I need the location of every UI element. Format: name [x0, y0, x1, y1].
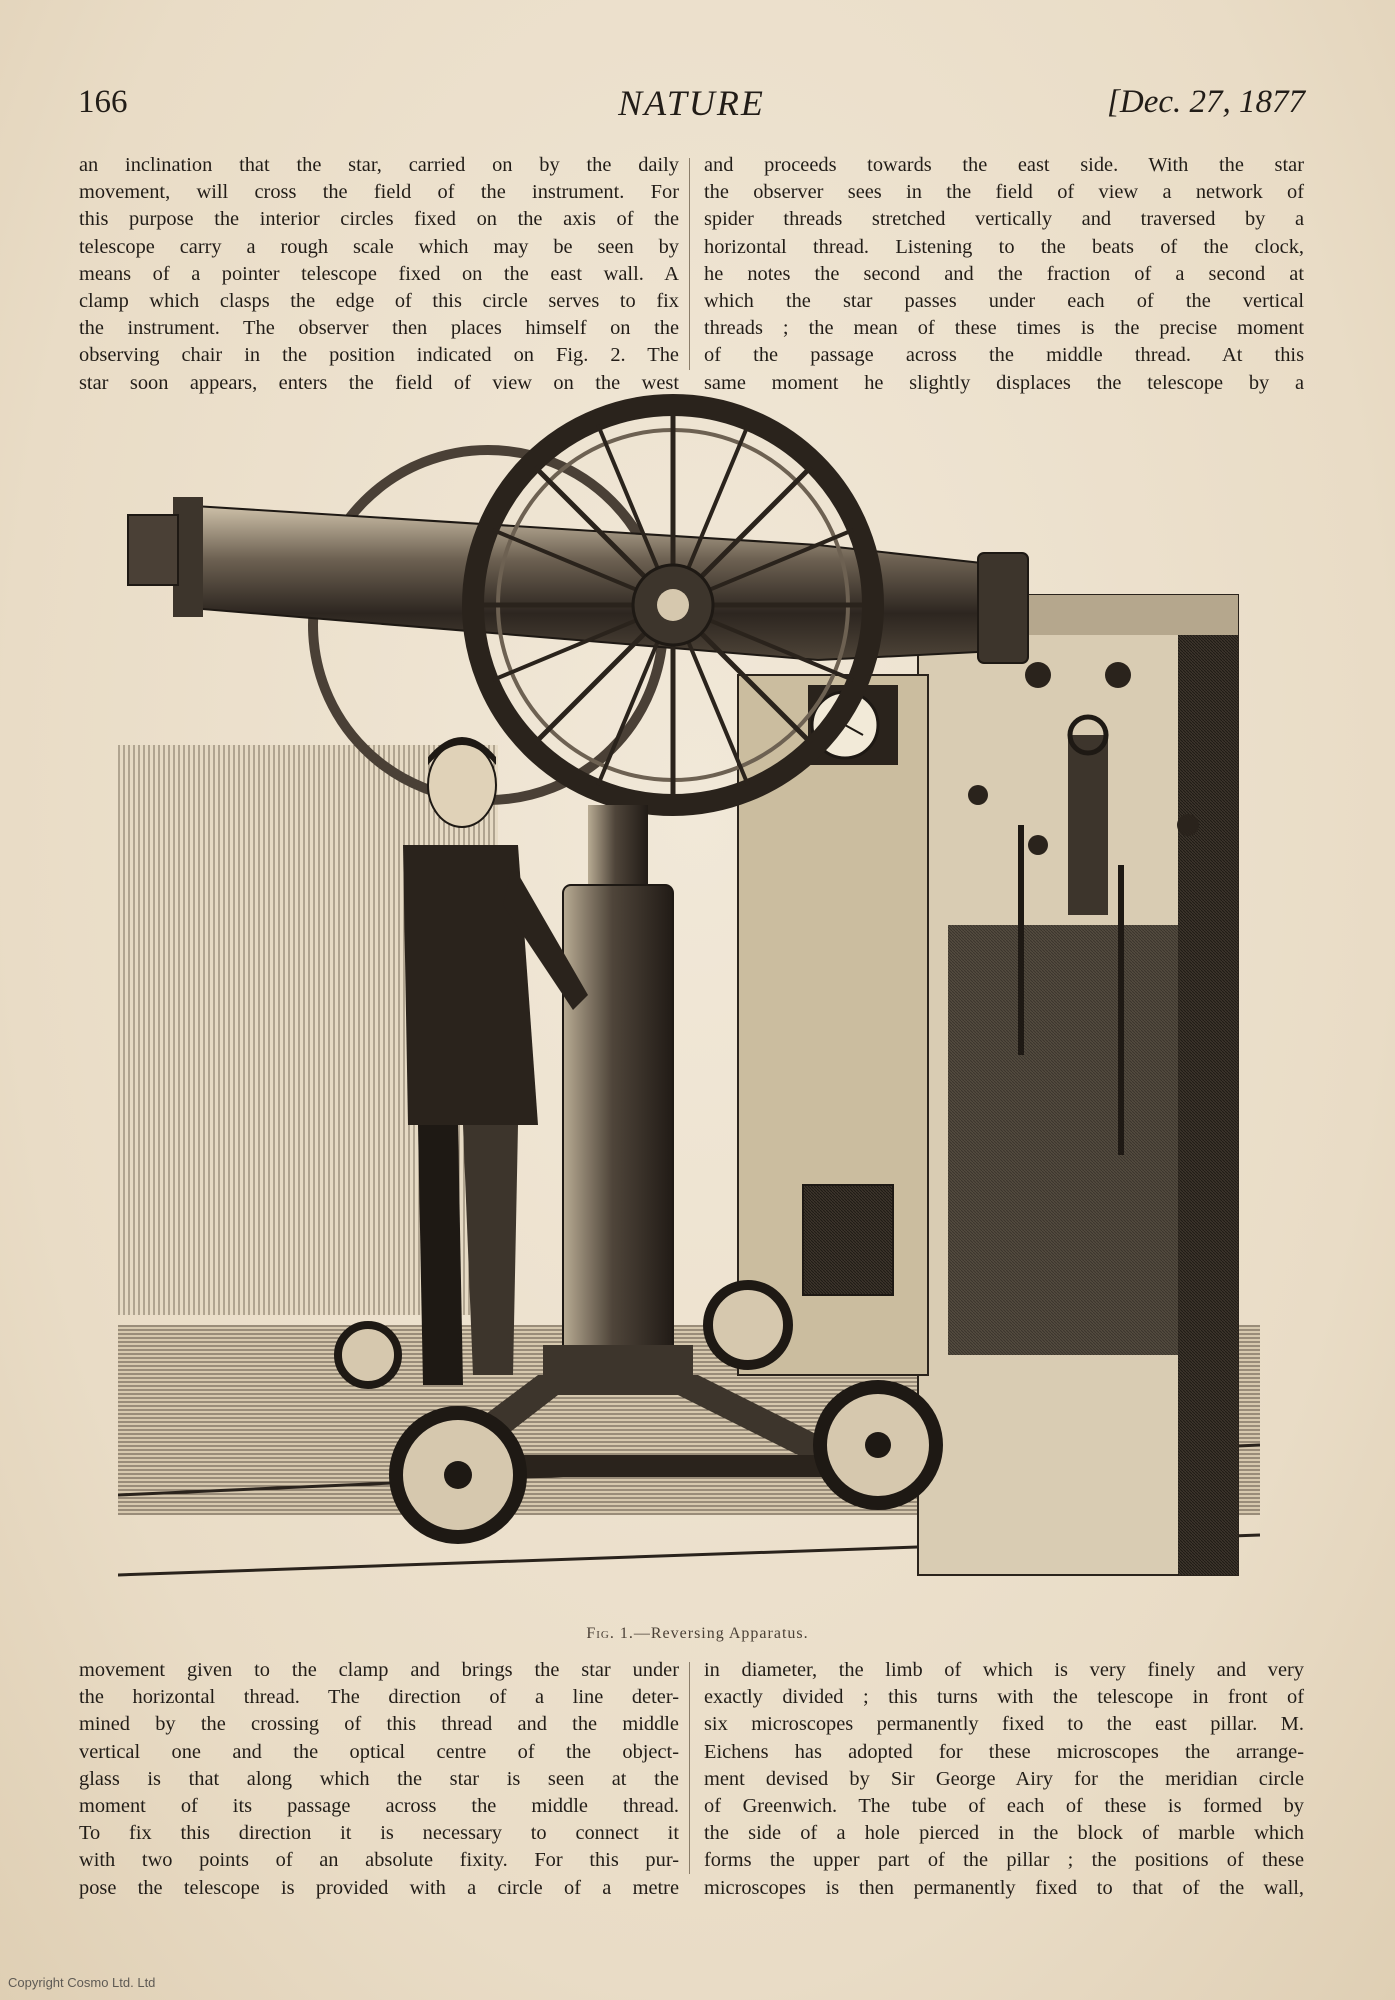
text-line: spider threads stretched vertically and traversed by a — [704, 208, 1304, 231]
text-line: the side of a hole pierced in the block of marble which — [704, 1822, 1304, 1845]
text-line: ment devised by Sir George Airy for the meridian circle — [704, 1767, 1304, 1790]
column-rule-bottom — [689, 1662, 690, 1874]
text-line: movement, will cross the field of the instrument. For — [79, 181, 679, 204]
copyright-watermark: Copyright Cosmo Ltd. Ltd — [8, 1975, 156, 1990]
text-line: forms the upper part of the pillar ; the positions of these — [704, 1849, 1304, 1872]
running-head — [78, 78, 1305, 134]
caption-text: —Reversing Apparatus. — [633, 1625, 809, 1642]
text-column-bottom-left — [79, 1657, 679, 1902]
text-line: pose the telescope is provided with a circle of a metre — [79, 1876, 679, 1899]
text-column-top-left — [79, 152, 679, 397]
text-line: moment of its passage across the middle thread. — [79, 1795, 679, 1818]
text-line: clamp which clasps the edge of this circle serves to fix — [79, 290, 679, 313]
caption-label: Fig. 1. — [586, 1625, 634, 1642]
text-line: exactly divided ; this turns with the telescope in front of — [704, 1686, 1304, 1709]
text-line: microscopes is then permanently fixed to that of the wall, — [704, 1876, 1304, 1899]
eyepiece-micrometer — [128, 515, 178, 585]
page-number: 166 — [78, 84, 128, 120]
figure-reversing-apparatus — [118, 385, 1260, 1613]
text-line: horizontal thread. Listening to the beats of the clock, — [704, 235, 1304, 258]
text-line: threads ; the mean of these times is the precise moment — [704, 317, 1304, 340]
journal-title: NATURE — [618, 83, 765, 123]
carriage-wheel-left — [396, 1413, 520, 1537]
issue-date: [Dec. 27, 1877 — [1107, 84, 1305, 120]
text-line: movement given to the clamp and brings the star under — [79, 1659, 679, 1681]
text-line: glass is that along which the star is seen at the — [79, 1767, 679, 1790]
text-line: the horizontal thread. The direction of a line deter- — [79, 1686, 679, 1709]
text-line: means of a pointer telescope fixed on the east wall. A — [79, 262, 679, 285]
text-line: and proceeds towards the east side. With the star — [704, 154, 1304, 176]
column-rule-top — [689, 158, 690, 370]
clock-door — [803, 1185, 893, 1295]
text-line: in diameter, the limb of which is very finely and very — [704, 1659, 1304, 1681]
text-line: this purpose the interior circles fixed on the axis of the — [79, 208, 679, 231]
text-line: he notes the second and the fraction of a second at — [704, 262, 1304, 285]
pillar-lower-panel — [948, 925, 1228, 1355]
text-line: star soon appears, enters the field of view on the west — [79, 371, 679, 394]
stand-pillar — [563, 885, 673, 1355]
text-line: telescope carry a rough scale which may be seen by — [79, 235, 679, 258]
text-line: vertical one and the optical centre of the object- — [79, 1740, 679, 1763]
text-line: with two points of an absolute fixity. For this pur- — [79, 1849, 679, 1872]
text-line: Eichens has adopted for these microscopes the arrange- — [704, 1740, 1304, 1763]
text-line: mined by the crossing of this thread and the middle — [79, 1713, 679, 1736]
text-line: an inclination that the star, carried on by the daily — [79, 154, 679, 176]
text-line: of Greenwich. The tube of each of these is formed by — [704, 1795, 1304, 1818]
text-line: the observer sees in the field of view a network of — [704, 181, 1304, 204]
text-line: which the star passes under each of the vertical — [704, 290, 1304, 313]
object-glass-cell — [978, 553, 1028, 663]
text-column-bottom-right — [704, 1657, 1304, 1902]
text-line: observing chair in the position indicated on Fig. 2. The — [79, 344, 679, 367]
engraving-illustration — [118, 385, 1260, 1613]
front-spoked-circle — [473, 405, 873, 805]
text-line: same moment he slightly displaces the telescope by a — [704, 371, 1304, 394]
carriage-wheel-right — [820, 1387, 936, 1503]
text-line: of the passage across the middle thread. At this — [704, 344, 1304, 367]
text-column-top-right — [704, 152, 1304, 397]
text-line: To fix this direction it is necessary to connect it — [79, 1822, 679, 1845]
figure-caption — [0, 1625, 1395, 1643]
text-line: six microscopes permanently fixed to the east pillar. M. — [704, 1713, 1304, 1736]
text-line: the instrument. The observer then places himself on the — [79, 317, 679, 340]
